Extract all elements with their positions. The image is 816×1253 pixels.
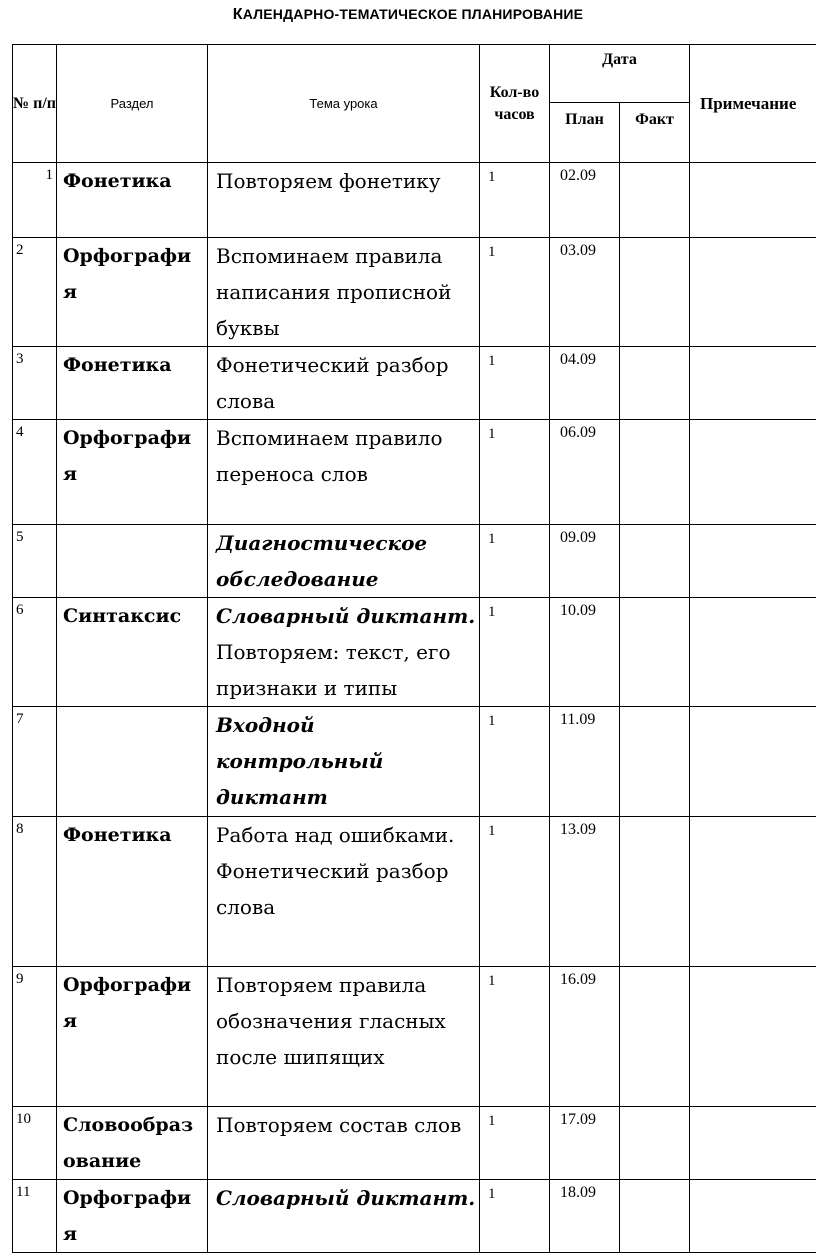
row-plan-date-text: 03.09 <box>560 242 596 259</box>
row-topic-text: Повторяем состав слов <box>216 1113 461 1137</box>
table-row <box>13 598 816 707</box>
table-row <box>13 347 816 420</box>
table-row <box>13 420 816 525</box>
row-hours-text: 1 <box>488 823 496 839</box>
row-plan-date <box>550 525 620 598</box>
row-note <box>690 817 816 967</box>
row-fact-date <box>620 817 690 967</box>
table-row <box>13 525 816 598</box>
row-plan-date <box>550 420 620 525</box>
row-plan-date-text: 02.09 <box>560 167 596 184</box>
row-topic-text: Вспоминаем правила написания прописной буквы <box>216 244 451 340</box>
row-number <box>13 1180 57 1253</box>
row-number-text: 1 <box>46 167 54 183</box>
row-plan-date <box>550 598 620 707</box>
row-section <box>57 1180 208 1253</box>
lesson-plan-table <box>12 44 816 1253</box>
table-row <box>13 163 816 238</box>
row-topic <box>208 347 480 420</box>
row-plan-date <box>550 967 620 1107</box>
row-plan-date-text: 13.09 <box>560 821 596 838</box>
row-section <box>57 1107 208 1180</box>
row-note <box>690 1107 816 1180</box>
row-note <box>690 967 816 1107</box>
table-row <box>13 1107 816 1180</box>
row-topic-text: Фонетический разбор слова <box>216 353 449 413</box>
row-topic-italic: Словарный диктант. <box>216 604 475 628</box>
row-hours <box>480 525 550 598</box>
row-number-text: 4 <box>16 424 24 440</box>
title-rest: АЛЕНДАРНО-ТЕМАТИЧЕСКОЕ ПЛАНИРОВАНИЕ <box>243 6 583 22</box>
row-number-text: 6 <box>16 602 24 618</box>
header-section: Раздел <box>57 45 208 163</box>
row-topic-text: Повторяем: текст, его признаки и типы <box>216 640 451 700</box>
row-topic <box>208 598 480 707</box>
row-number <box>13 238 57 347</box>
row-fact-date <box>620 1180 690 1253</box>
row-section <box>57 525 208 598</box>
row-topic-text: Вспоминаем правило переноса слов <box>216 426 443 486</box>
row-number-text: 5 <box>16 529 24 545</box>
row-number <box>13 707 57 817</box>
row-topic <box>208 1180 480 1253</box>
row-section-text: Орфография <box>63 427 191 485</box>
table-body <box>13 163 816 1253</box>
row-number <box>13 420 57 525</box>
header-date: Дата <box>550 45 690 103</box>
row-fact-date <box>620 163 690 238</box>
row-plan-date <box>550 347 620 420</box>
row-fact-date <box>620 707 690 817</box>
table-row <box>13 707 816 817</box>
row-plan-date <box>550 238 620 347</box>
row-note <box>690 1180 816 1253</box>
row-topic <box>208 525 480 598</box>
row-fact-date <box>620 238 690 347</box>
row-hours-text: 1 <box>488 973 496 989</box>
row-section <box>57 238 208 347</box>
row-topic <box>208 817 480 967</box>
row-plan-date <box>550 1180 620 1253</box>
row-plan-date-text: 16.09 <box>560 971 596 988</box>
row-fact-date <box>620 420 690 525</box>
row-topic-text: Повторяем фонетику <box>216 169 441 193</box>
row-hours <box>480 598 550 707</box>
row-number-text: 7 <box>16 711 24 727</box>
row-hours-text: 1 <box>488 1186 496 1202</box>
row-topic <box>208 238 480 347</box>
row-note <box>690 163 816 238</box>
row-hours-text: 1 <box>488 604 496 620</box>
row-topic <box>208 1107 480 1180</box>
table-row <box>13 817 816 967</box>
row-fact-date <box>620 967 690 1107</box>
row-plan-date <box>550 707 620 817</box>
row-topic <box>208 163 480 238</box>
row-note <box>690 707 816 817</box>
row-plan-date-text: 17.09 <box>560 1111 596 1128</box>
row-hours <box>480 817 550 967</box>
row-hours <box>480 1107 550 1180</box>
row-number <box>13 598 57 707</box>
row-hours <box>480 420 550 525</box>
row-number <box>13 163 57 238</box>
row-hours-text: 1 <box>488 426 496 442</box>
row-section-text: Фонетика <box>63 354 172 376</box>
row-fact-date <box>620 525 690 598</box>
row-section-text: Орфография <box>63 1187 191 1245</box>
row-hours-text: 1 <box>488 353 496 369</box>
page-title <box>0 6 816 24</box>
row-note <box>690 420 816 525</box>
row-plan-date-text: 06.09 <box>560 424 596 441</box>
row-section <box>57 598 208 707</box>
row-topic-italic: Словарный диктант. <box>216 1186 475 1210</box>
header-plan: План <box>550 103 620 163</box>
row-number <box>13 817 57 967</box>
row-hours <box>480 1180 550 1253</box>
row-section-text: Орфография <box>63 245 191 303</box>
row-number-text: 3 <box>16 351 24 367</box>
row-hours-text: 1 <box>488 531 496 547</box>
row-section <box>57 163 208 238</box>
row-hours-text: 1 <box>488 713 496 729</box>
row-plan-date <box>550 817 620 967</box>
row-section <box>57 347 208 420</box>
row-fact-date <box>620 598 690 707</box>
row-section <box>57 967 208 1107</box>
row-number <box>13 525 57 598</box>
row-hours-text: 1 <box>488 169 496 185</box>
row-topic-italic: Диагностическое обследование <box>216 531 427 591</box>
row-topic <box>208 707 480 817</box>
row-section-text: Словообразование <box>63 1114 193 1172</box>
row-number <box>13 347 57 420</box>
row-hours <box>480 967 550 1107</box>
row-fact-date <box>620 347 690 420</box>
row-number-text: 2 <box>16 242 24 258</box>
header-fact: Факт <box>620 103 690 163</box>
row-note <box>690 598 816 707</box>
row-hours <box>480 707 550 817</box>
row-plan-date-text: 09.09 <box>560 529 596 546</box>
header-topic: Тема урока <box>208 45 480 163</box>
row-hours-text: 1 <box>488 1113 496 1129</box>
row-number <box>13 1107 57 1180</box>
row-plan-date-text: 11.09 <box>560 711 595 728</box>
row-fact-date <box>620 1107 690 1180</box>
row-number-text: 10 <box>16 1111 31 1127</box>
row-hours-text: 1 <box>488 244 496 260</box>
title-initial: К <box>233 6 243 23</box>
row-plan-date <box>550 163 620 238</box>
table-row <box>13 967 816 1107</box>
row-plan-date <box>550 1107 620 1180</box>
row-plan-date-text: 18.09 <box>560 1184 596 1201</box>
header-num: № п/п <box>13 45 57 163</box>
header-note: Примечание <box>690 45 816 163</box>
row-section <box>57 420 208 525</box>
row-hours <box>480 347 550 420</box>
row-topic-text: Повторяем правила обозначения гласных после шипящих <box>216 973 446 1069</box>
table-row <box>13 238 816 347</box>
row-section-text: Фонетика <box>63 170 172 192</box>
row-topic <box>208 967 480 1107</box>
table-row <box>13 1180 816 1253</box>
row-number-text: 11 <box>16 1184 30 1200</box>
row-topic-italic: Входной контрольный диктант <box>216 713 383 809</box>
row-number-text: 8 <box>16 821 24 837</box>
row-section-text: Синтаксис <box>63 605 181 627</box>
row-hours <box>480 238 550 347</box>
row-topic <box>208 420 480 525</box>
row-note <box>690 347 816 420</box>
row-plan-date-text: 04.09 <box>560 351 596 368</box>
row-plan-date-text: 10.09 <box>560 602 596 619</box>
header-hours: Кол-во часов <box>480 45 550 163</box>
row-note <box>690 238 816 347</box>
row-section <box>57 817 208 967</box>
row-number <box>13 967 57 1107</box>
row-note <box>690 525 816 598</box>
row-section-text: Фонетика <box>63 824 172 846</box>
row-section <box>57 707 208 817</box>
row-topic-text: Работа над ошибками. Фонетический разбор слова <box>216 823 454 919</box>
row-hours <box>480 163 550 238</box>
row-number-text: 9 <box>16 971 24 987</box>
row-section-text: Орфография <box>63 974 191 1032</box>
